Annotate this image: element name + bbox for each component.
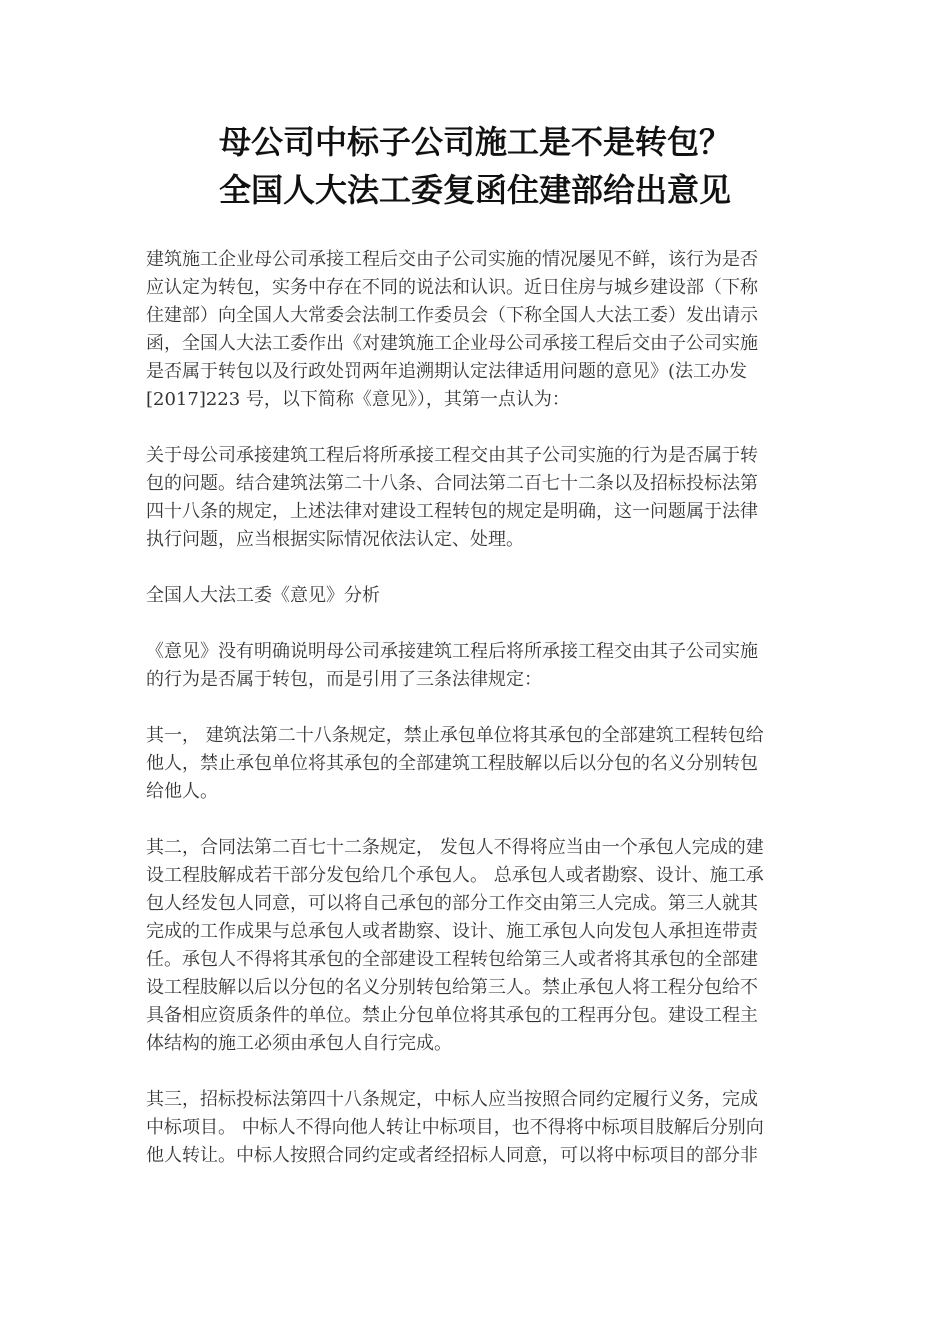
paragraph-intro xyxy=(146,246,806,414)
section-heading xyxy=(146,582,806,610)
text-line: 设工程肢解成若干部分发包给几个承包人。 总承包人或者勘察、设计、施工承 xyxy=(146,865,764,886)
text-line: 《意见》没有明确说明母公司承接建筑工程后将所承接工程交由其子公司实施 xyxy=(146,641,758,662)
text-line: 应认定为转包，实务中存在不同的说法和认识。近日住房与城乡建设部（下称 xyxy=(146,277,758,298)
title-line-2: 全国人大法工委复函住建部给出意见 xyxy=(218,171,731,209)
text-line: 其二，合同法第二百七十二条规定， 发包人不得将应当由一个承包人完成的建 xyxy=(146,837,764,858)
text-line: 是否属于转包以及行政处罚两年追溯期认定法律适用问题的意见》(法工办发 xyxy=(146,361,748,382)
text-line: 其三，招标投标法第四十八条规定，中标人应当按照合同约定履行义务，完成 xyxy=(146,1089,758,1110)
text-line: 四十八条的规定，上述法律对建设工程转包的规定是明确，这一问题属于法律 xyxy=(146,501,758,522)
text-line: 具备相应资质条件的单位。禁止分包单位将其承包的工程再分包。建设工程主 xyxy=(146,1005,758,1026)
text-line: 其一， 建筑法第二十八条规定，禁止承包单位将其承包的全部建筑工程转包给 xyxy=(146,725,764,746)
text-line: 他人转让。中标人按照合同约定或者经招标人同意，可以将中标项目的部分非 xyxy=(146,1145,758,1166)
text-line: 建筑施工企业母公司承接工程后交由子公司实施的情况屡见不鲜，该行为是否 xyxy=(146,249,758,270)
document-title xyxy=(0,118,950,214)
paragraph-law-2 xyxy=(146,834,806,1058)
text-line: 设工程肢解以后以分包的名义分别转包给第三人。禁止承包人将工程分包给不 xyxy=(146,977,758,998)
text-line: 任。承包人不得将其承包的全部建设工程转包给第三人或者将其承包的全部建 xyxy=(146,949,758,970)
text-line: 给他人。 xyxy=(146,781,218,802)
text-line: 体结构的施工必须由承包人自行完成。 xyxy=(146,1033,452,1054)
text-line: 包人经发包人同意，可以将自己承包的部分工作交由第三人完成。第三人就其 xyxy=(146,893,758,914)
document-body xyxy=(146,246,806,1198)
paragraph-analysis xyxy=(146,638,806,694)
text-line: 全国人大法工委《意见》分析 xyxy=(146,585,380,606)
paragraph-opinion xyxy=(146,442,806,554)
text-line: 的行为是否属于转包，而是引用了三条法律规定： xyxy=(146,669,542,690)
text-line: 住建部）向全国人大常委会法制工作委员会（下称全国人大法工委）发出请示 xyxy=(146,305,758,326)
text-line: 包的问题。结合建筑法第二十八条、合同法第二百七十二条以及招标投标法第 xyxy=(146,473,758,494)
text-line: 执行问题，应当根据实际情况依法认定、处理。 xyxy=(146,529,524,550)
title-line-1: 母公司中标子公司施工是不是转包？ xyxy=(218,123,731,161)
paragraph-law-3 xyxy=(146,1086,806,1170)
text-line: 关于母公司承接建筑工程后将所承接工程交由其子公司实施的行为是否属于转 xyxy=(146,445,758,466)
text-line: 中标项目。 中标人不得向他人转让中标项目，也不得将中标项目肢解后分别向 xyxy=(146,1117,764,1138)
text-line: [2017]223 号，以下简称《意见》），其第一点认为： xyxy=(146,389,570,410)
text-line: 完成的工作成果与总承包人或者勘察、设计、施工承包人向发包人承担连带责 xyxy=(146,921,758,942)
paragraph-law-1 xyxy=(146,722,806,806)
text-line: 函，全国人大法工委作出《对建筑施工企业母公司承接工程后交由子公司实施 xyxy=(146,333,758,354)
text-line: 他人，禁止承包单位将其承包的全部建筑工程肢解以后以分包的名义分别转包 xyxy=(146,753,758,774)
